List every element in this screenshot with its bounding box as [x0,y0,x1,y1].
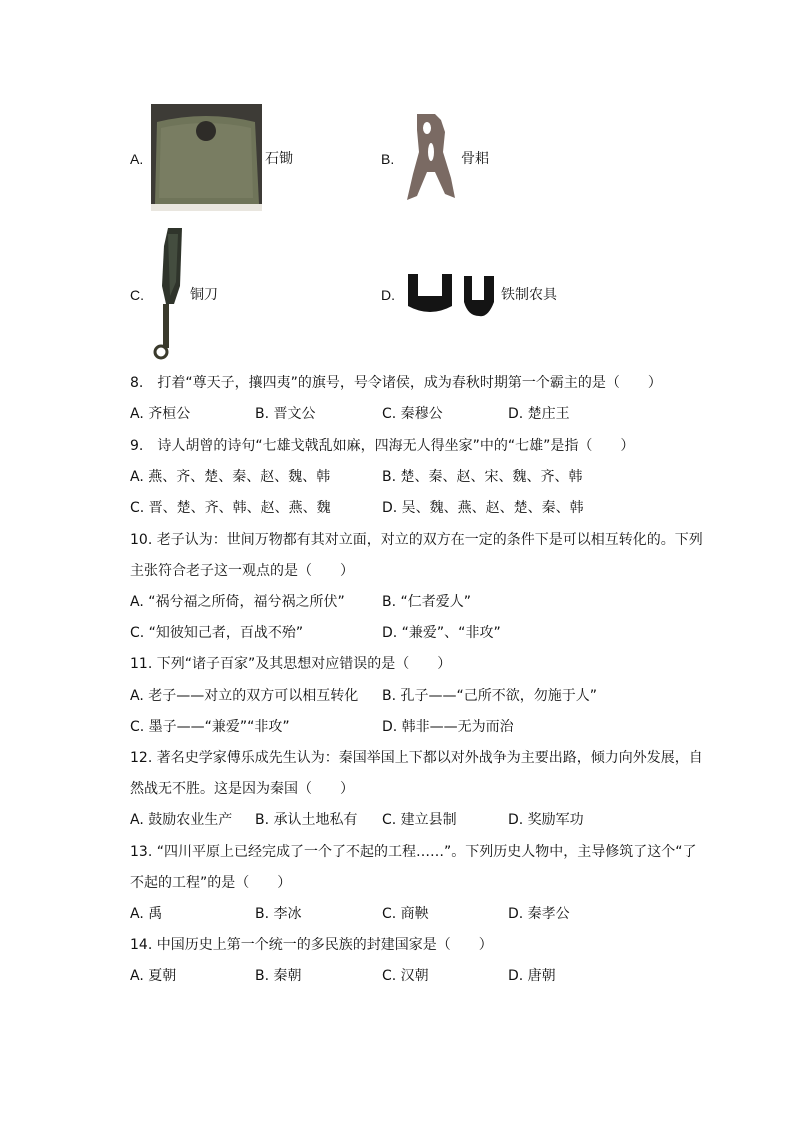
question-10-stem-line-2: 主张符合老子这一观点的是（ ） [130,563,354,579]
question-10-stem-line-1: 10. 老子认为：世间万物都有其对立面，对立的双方在一定的条件下是可以相互转化的。下列 [130,532,703,548]
q7-option-a-letter: A. [130,151,144,167]
question-8-option-a: A. 齐桓公 [130,406,191,422]
question-14-option-d: D. 唐朝 [508,968,556,984]
question-11-option-a: A. 老子——对立的双方可以相互转化 [130,688,359,704]
stone-hoe-image [151,104,262,211]
question-13-option-c: C. 商鞅 [382,906,429,922]
iron-tools-image [406,272,498,318]
question-12-option-c: C. 建立县制 [382,812,457,828]
question-10-option-c: C. “知彼知己者，百战不殆” [130,625,304,641]
question-13-option-a: A. 禹 [130,906,163,922]
question-8-option-d: D. 楚庄王 [508,406,570,422]
question-12-stem-line-2: 然战无不胜。这是因为秦国（ ） [130,781,354,797]
question-13-option-d: D. 秦孝公 [508,906,570,922]
question-11-option-b: B. 孔子——“己所不欲，勿施于人” [382,688,598,704]
q7-option-a-text: 石锄 [265,151,293,167]
question-11-option-d: D. 韩非——无为而治 [382,719,514,735]
question-9-stem: 9. 诗人胡曾的诗句“七雄戈戟乱如麻，四海无人得坐家”中的“七雄”是指（ ） [130,438,635,454]
question-13-stem-line-2: 不起的工程”的是（ ） [130,875,292,891]
bone-spade-image [405,112,459,202]
question-9-option-b: B. 楚、秦、赵、宋、魏、齐、韩 [382,469,583,485]
q7-option-c-text: 铜刀 [190,287,218,303]
question-13-option-b: B. 李冰 [255,906,302,922]
question-14-stem: 14. 中国历史上第一个统一的多民族的封建国家是（ ） [130,937,493,953]
question-11-option-c: C. 墨子——“兼爱”“非攻” [130,719,290,735]
question-12-stem-line-1: 12. 著名史学家傅乐成先生认为：秦国举国上下都以对外战争为主要出路，倾力向外发展，自 [130,750,703,766]
question-8-option-b: B. 晋文公 [255,406,316,422]
question-9-option-a: A. 燕、齐、楚、秦、赵、魏、韩 [130,469,331,485]
q7-option-d-letter: D. [381,287,395,303]
question-9-option-c: C. 晋、楚、齐、韩、赵、燕、魏 [130,500,331,516]
question-8-option-c: C. 秦穆公 [382,406,443,422]
question-10-option-d: D. “兼爱”、“非攻” [382,625,501,641]
question-10-option-a: A. “祸兮福之所倚，福兮祸之所伏” [130,594,345,610]
question-10-option-b: B. “仁者爱人” [382,594,472,610]
bronze-knife-image [150,226,186,360]
question-14-option-a: A. 夏朝 [130,968,177,984]
question-14-option-c: C. 汉朝 [382,968,429,984]
q7-option-d-text: 铁制农具 [501,287,557,303]
q7-option-b-letter: B. [381,151,395,167]
question-9-option-d: D. 吴、魏、燕、赵、楚、秦、韩 [382,500,584,516]
question-12-option-b: B. 承认土地私有 [255,812,358,828]
q7-option-b-text: 骨耜 [461,151,489,167]
question-14-option-b: B. 秦朝 [255,968,302,984]
question-12-option-a: A. 鼓励农业生产 [130,812,233,828]
question-13-stem-line-1: 13. “四川平原上已经完成了一个了不起的工程……”。下列历史人物中，主导修筑了这个“了 [130,844,697,860]
question-8-stem: 8. 打着“尊天子，攘四夷”的旗号，号令诸侯，成为春秋时期第一个霸主的是（ ） [130,375,662,391]
question-12-option-d: D. 奖励军功 [508,812,584,828]
q7-option-c-letter: C. [130,287,144,303]
question-11-stem: 11. 下列“诸子百家”及其思想对应错误的是（ ） [130,656,452,672]
